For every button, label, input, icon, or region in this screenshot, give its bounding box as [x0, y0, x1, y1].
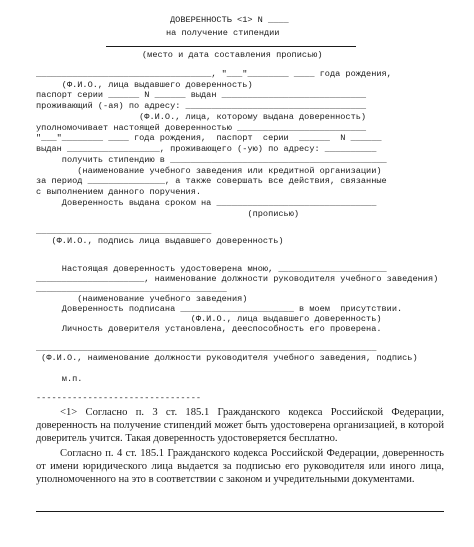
receive-stipend-line: получить стипендию в __________________________________________: [36, 155, 387, 165]
validity-line: Доверенность выдана сроком на _______________________________: [36, 198, 377, 208]
period-line: за период _______________, а также совершать все действия, связанные: [36, 176, 387, 186]
institution-name-line: _____________________________________: [36, 284, 227, 294]
document-title: ДОВЕРЕННОСТЬ <1> N ____: [170, 15, 289, 25]
grantor-name-caption: (Ф.И.О., лица выдавшего доверенность): [36, 80, 253, 90]
certifier-position-caption: _____________________, наименование должности руководителя учебного заведения): [36, 274, 439, 284]
authorizes-line: уполномочивает настоящей доверенностью _________________________: [36, 123, 367, 133]
grantor-signature-caption: (Ф.И.О., подпись лица выдавшего доверенность): [36, 236, 284, 246]
certifier-signature-line: __________________________________________________________________: [36, 343, 377, 353]
institution-caption: (наименование учебного заведения или кредитной организации): [36, 166, 382, 176]
signed-in-presence-line: Доверенность подписана ______________________ в моем присутствии.: [36, 304, 403, 314]
certification-line: Настоящая доверенность удостоверена мною, _____________________: [36, 264, 387, 274]
signer-caption: (Ф.И.О., лица выдавшего доверенность): [36, 314, 382, 324]
bottom-rule: [36, 511, 444, 512]
certifier-signature-caption: (Ф.И.О., наименование должности руководителя учебного заведения, подпись): [36, 353, 418, 363]
representative-caption: (Ф.И.О., лица, которому выдана доверенность): [36, 112, 367, 122]
institution-name-caption: (наименование учебного заведения): [36, 294, 248, 304]
footnote-separator: --------------------------------: [36, 393, 202, 403]
footnote-2: Согласно п. 4 ст. 185.1 Гражданского кодекса Российской Федерации, доверенность от имени юридического лица выдается за подписью его руководителя или иного лица, уполномоченного на это в соответствии с законом и учредительными документами.: [36, 448, 444, 485]
grantor-name-line: __________________________________, "___"________ ____ года рождения,: [36, 69, 392, 79]
validity-caption: (прописью): [36, 209, 300, 219]
footnote-1: <1> Согласно п. 3 ст. 185.1 Гражданского кодекса Российской Федерации, доверенность на получение стипендий может быть удостоверена организацией, в которой доверитель учится. Такая доверенность удостоверяется бесплатно.: [36, 407, 444, 444]
document-subtitle: на получение стипендии: [166, 28, 280, 38]
residence-line: проживающий (-ая) по адресу: ___________________________________: [36, 101, 367, 111]
execution-line: с выполнением данного поручения.: [36, 187, 202, 197]
passport-line: паспорт серии ______ N ______ выдан ____________________________: [36, 90, 367, 100]
issued-residence-line: выдан __________________, проживающего (-ую) по адресу: __________: [36, 144, 377, 154]
seal-placeholder: м.п.: [36, 374, 83, 384]
representative-birth-passport-line: "___"________ ____ года рождения, паспорт серии ______ N ______: [36, 133, 382, 143]
place-date-caption: (место и дата составления прописью): [142, 50, 323, 60]
place-date-line: [106, 46, 356, 47]
grantor-signature-line: __________________________________: [36, 226, 212, 236]
identity-established-line: Личность доверителя установлена, дееспособность его проверена.: [36, 324, 382, 334]
